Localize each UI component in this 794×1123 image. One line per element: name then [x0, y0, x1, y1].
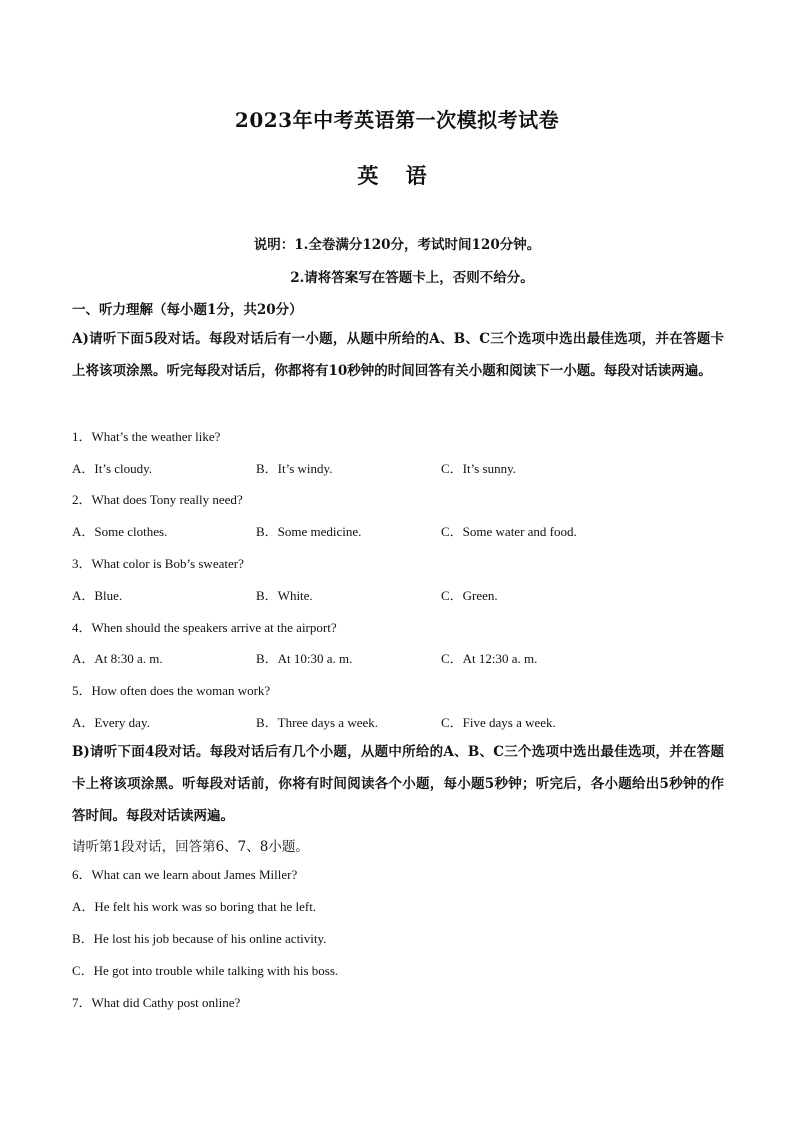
q6-option-a: A．He felt his work was so boring that he left. [72, 899, 317, 914]
q2-option-b: B．Some medicine. [256, 524, 362, 539]
q2-option-c: C．Some water and food. [441, 524, 577, 539]
q4-option-a: A．At 8:30 a. m. [72, 651, 163, 666]
question-5: 5．How often does the woman work? [72, 683, 271, 698]
part-b-instructions: B)请听下面4段对话。每段对话后有几个小题，从题中所给的A、B、C三个选项中选出最佳选项，并在答题卡上将该项涂黑。听每段对话前，你将有时间阅读各个小题，每小题5秒钟；听完后，各小题给出5秒钟的作答时间。每段对话读两遍。 [72, 744, 724, 824]
note-line-2: 2.请将答案写在答题卡上，否则不给分。 [290, 270, 534, 286]
q6-option-c: C．He got into trouble while talking with his boss. [72, 963, 339, 978]
q1-option-c: C．It’s sunny. [441, 461, 516, 476]
q4-option-b: B．At 10:30 a. m. [256, 651, 353, 666]
part-a-instructions: A)请听下面5段对话。每段对话后有一小题，从题中所给的A、B、C三个选项中选出最佳选项，并在答题卡上将该项涂黑。听完每段对话后，你都将有10秒钟的时间回答有关小题和阅读下一小题。每段对话读两遍。 [72, 331, 724, 379]
exam-title: 2023年中考英语第一次模拟考试卷 [234, 108, 560, 132]
subject-title: 英 语 [357, 163, 437, 188]
question-1: 1．What’s the weather like? [72, 429, 221, 444]
q2-option-a: A．Some clothes. [72, 524, 168, 539]
q5-option-c: C．Five days a week. [441, 715, 556, 730]
q3-option-c: C．Green. [441, 588, 498, 603]
question-6: 6．What can we learn about James Miller? [72, 867, 298, 882]
question-7: 7．What did Cathy post online? [72, 995, 241, 1010]
question-2: 2．What does Tony really need? [72, 492, 243, 507]
note-line-1: 说明：1.全卷满分120分，考试时间120分钟。 [253, 237, 541, 253]
q1-option-b: B．It’s windy. [256, 461, 333, 476]
q5-option-b: B．Three days a week. [256, 715, 379, 730]
dialog-1-prompt: 请听第1段对话，回答第6、7、8小题。 [72, 839, 309, 855]
q1-option-a: A．It’s cloudy. [72, 461, 153, 476]
q5-option-a: A．Every day. [72, 715, 150, 730]
question-3: 3．What color is Bob’s sweater? [72, 556, 244, 571]
q3-option-b: B．White. [256, 588, 313, 603]
q6-option-b: B．He lost his job because of his online activity. [72, 931, 327, 946]
question-4: 4．When should the speakers arrive at the airport? [72, 620, 337, 635]
q4-option-c: C．At 12:30 a. m. [441, 651, 538, 666]
section-heading: 一、听力理解（每小题1分，共20分） [72, 302, 303, 318]
q3-option-a: A．Blue. [72, 588, 123, 603]
